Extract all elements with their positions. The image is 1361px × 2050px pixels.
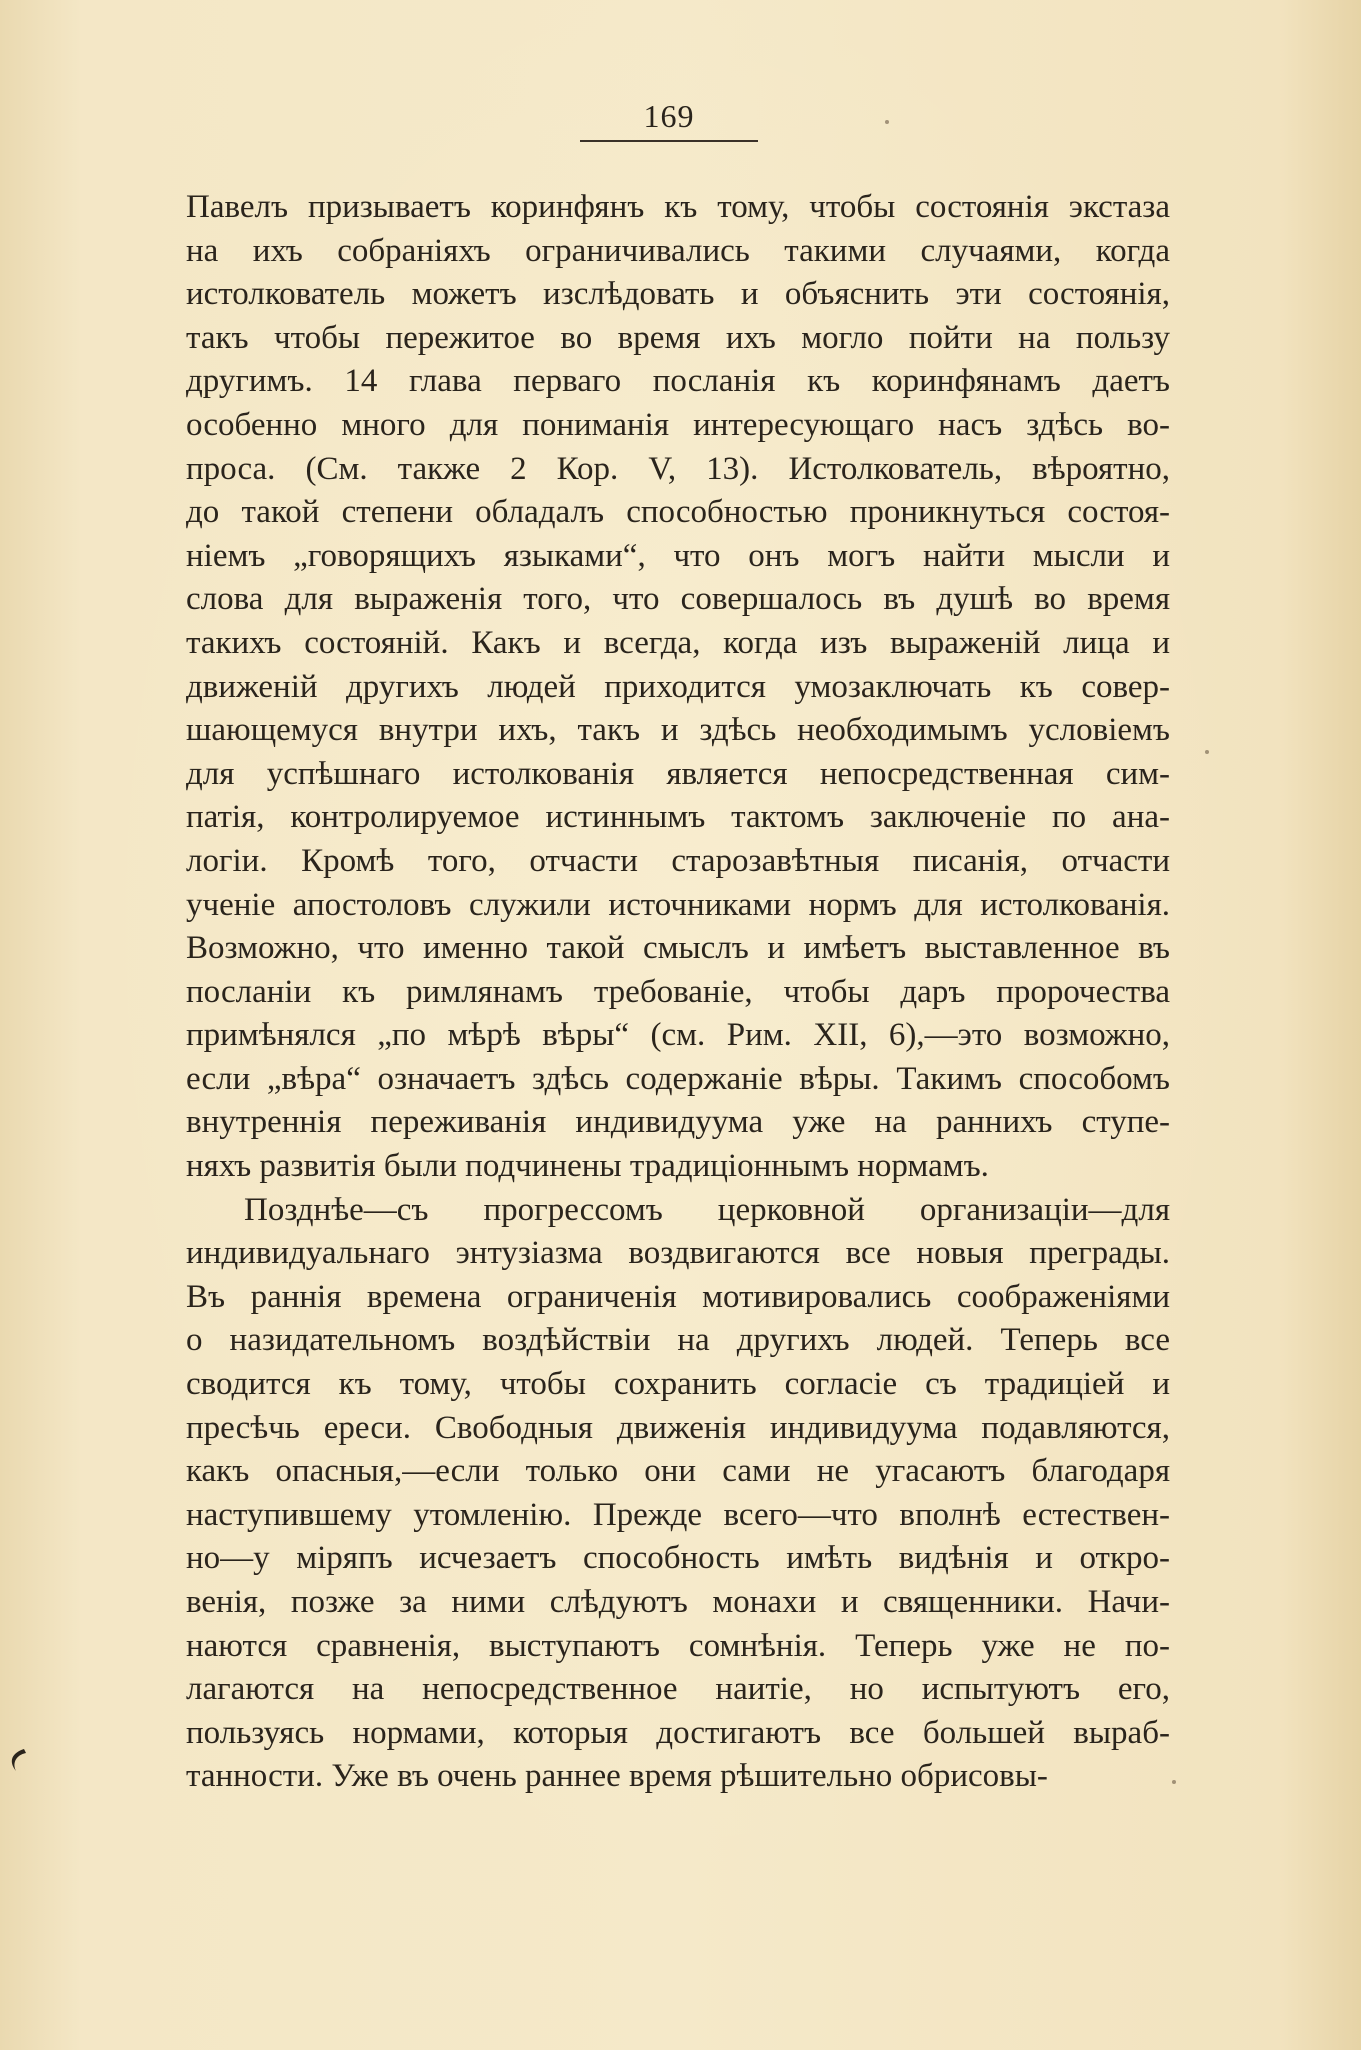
text-line: лагаются на непосредственное наитіе, но испытуютъ его, [186, 1671, 1170, 1708]
margin-ink-mark [6, 1745, 28, 1775]
text-body [186, 186, 1170, 1799]
text-line: шающемуся внутри ихъ, такъ и здѣсь необходимымъ условіемъ [186, 712, 1170, 749]
text-line: наются сравненія, выступаютъ сомнѣнія. Теперь уже не по- [186, 1627, 1170, 1664]
text-line: внутреннія переживанія индивидуума уже на раннихъ ступе- [186, 1104, 1170, 1141]
text-line: для успѣшнаго истолкованія является непосредственная сим- [186, 755, 1170, 792]
text-line: няхъ развитія были подчинены традиціоннымъ нормамъ. [186, 1148, 989, 1185]
paragraph [186, 1189, 1170, 1799]
text-line: танности. Уже въ очень раннее время рѣшительно обрисовы- [186, 1758, 1048, 1795]
text-line: такъ чтобы пережитое во время ихъ могло пойти на пользу [186, 319, 1170, 356]
text-line: индивидуальнаго энтузіазма воздвигаются все новыя преграды. [186, 1235, 1170, 1272]
text-line: на ихъ собраніяхъ ограничивались такими случаями, когда [186, 232, 1170, 269]
paper-speck [1172, 1780, 1176, 1784]
text-line: Позднѣе—съ прогрессомъ церковной организаціи—для [244, 1191, 1170, 1228]
text-line: слова для выраженія того, что совершалось въ душѣ во время [186, 581, 1170, 618]
text-line: сводится къ тому, чтобы сохранить согласіе съ традиціей и [186, 1366, 1170, 1403]
text-line: пользуясь нормами, которыя достигаютъ все большей выраб- [186, 1714, 1170, 1751]
text-line: но—у міряпъ исчезаетъ способность имѣть видѣнія и откро- [186, 1540, 1170, 1577]
text-line: другимъ. 14 глава перваго посланія къ коринфянамъ даетъ [186, 363, 1170, 400]
text-line: если „вѣра“ означаетъ здѣсь содержаніе вѣры. Такимъ способомъ [186, 1060, 1170, 1097]
text-line: наступившему утомленію. Прежде всего—что вполнѣ естествен- [186, 1496, 1170, 1533]
paragraph [186, 186, 1170, 1189]
text-line: Возможно, что именно такой смыслъ и имѣетъ выставленное въ [186, 930, 1170, 967]
page-header [580, 96, 758, 142]
text-line: какъ опасныя,—если только они сами не угасаютъ благодаря [186, 1453, 1170, 1490]
text-line: венія, позже за ними слѣдуютъ монахи и священники. Начи- [186, 1584, 1170, 1620]
header-rule [580, 140, 758, 142]
text-line: до такой степени обладалъ способностью проникнуться состоя- [186, 494, 1170, 531]
text-line: Павелъ призываетъ коринфянъ къ тому, чтобы состоянія экстаза [186, 189, 1170, 225]
page-number: 169 [643, 98, 695, 134]
text-line: движеній другихъ людей приходится умозаключать къ совер- [186, 668, 1170, 705]
text-line: ніемъ „говорящихъ языками“, что онъ могъ найти мысли и [186, 537, 1170, 574]
text-line: ученіе апостоловъ служили источниками нормъ для истолкованія. [186, 886, 1170, 923]
text-line: истолкователь можетъ изслѣдовать и объяснить эти состоянія, [186, 276, 1170, 313]
paper-speck [1205, 750, 1209, 754]
text-line: логіи. Кромѣ того, отчасти старозавѣтныя писанія, отчасти [186, 842, 1170, 879]
text-line: пресѣчь ереси. Свободныя движенія индивидуума подавляются, [186, 1409, 1170, 1446]
text-line: такихъ состояній. Какъ и всегда, когда изъ выраженій лица и [186, 624, 1170, 661]
text-line: Въ раннія времена ограниченія мотивировались соображеніями [186, 1278, 1170, 1315]
text-line: о назидательномъ воздѣйствіи на другихъ людей. Теперь все [186, 1322, 1170, 1359]
text-line: посланіи къ римлянамъ требованіе, чтобы даръ пророчества [186, 973, 1170, 1010]
text-line: патія, контролируемое истиннымъ тактомъ заключеніе по ана- [186, 799, 1170, 836]
text-line: особенно много для пониманія интересующаго насъ здѣсь во- [186, 406, 1170, 443]
paper-speck [885, 120, 889, 124]
text-line: проса. (См. также 2 Кор. V, 13). Истолкователь, вѣроятно, [186, 450, 1170, 487]
text-line: примѣнялся „по мѣрѣ вѣры“ (см. Рим. XII, 6),—это возможно, [186, 1017, 1170, 1054]
